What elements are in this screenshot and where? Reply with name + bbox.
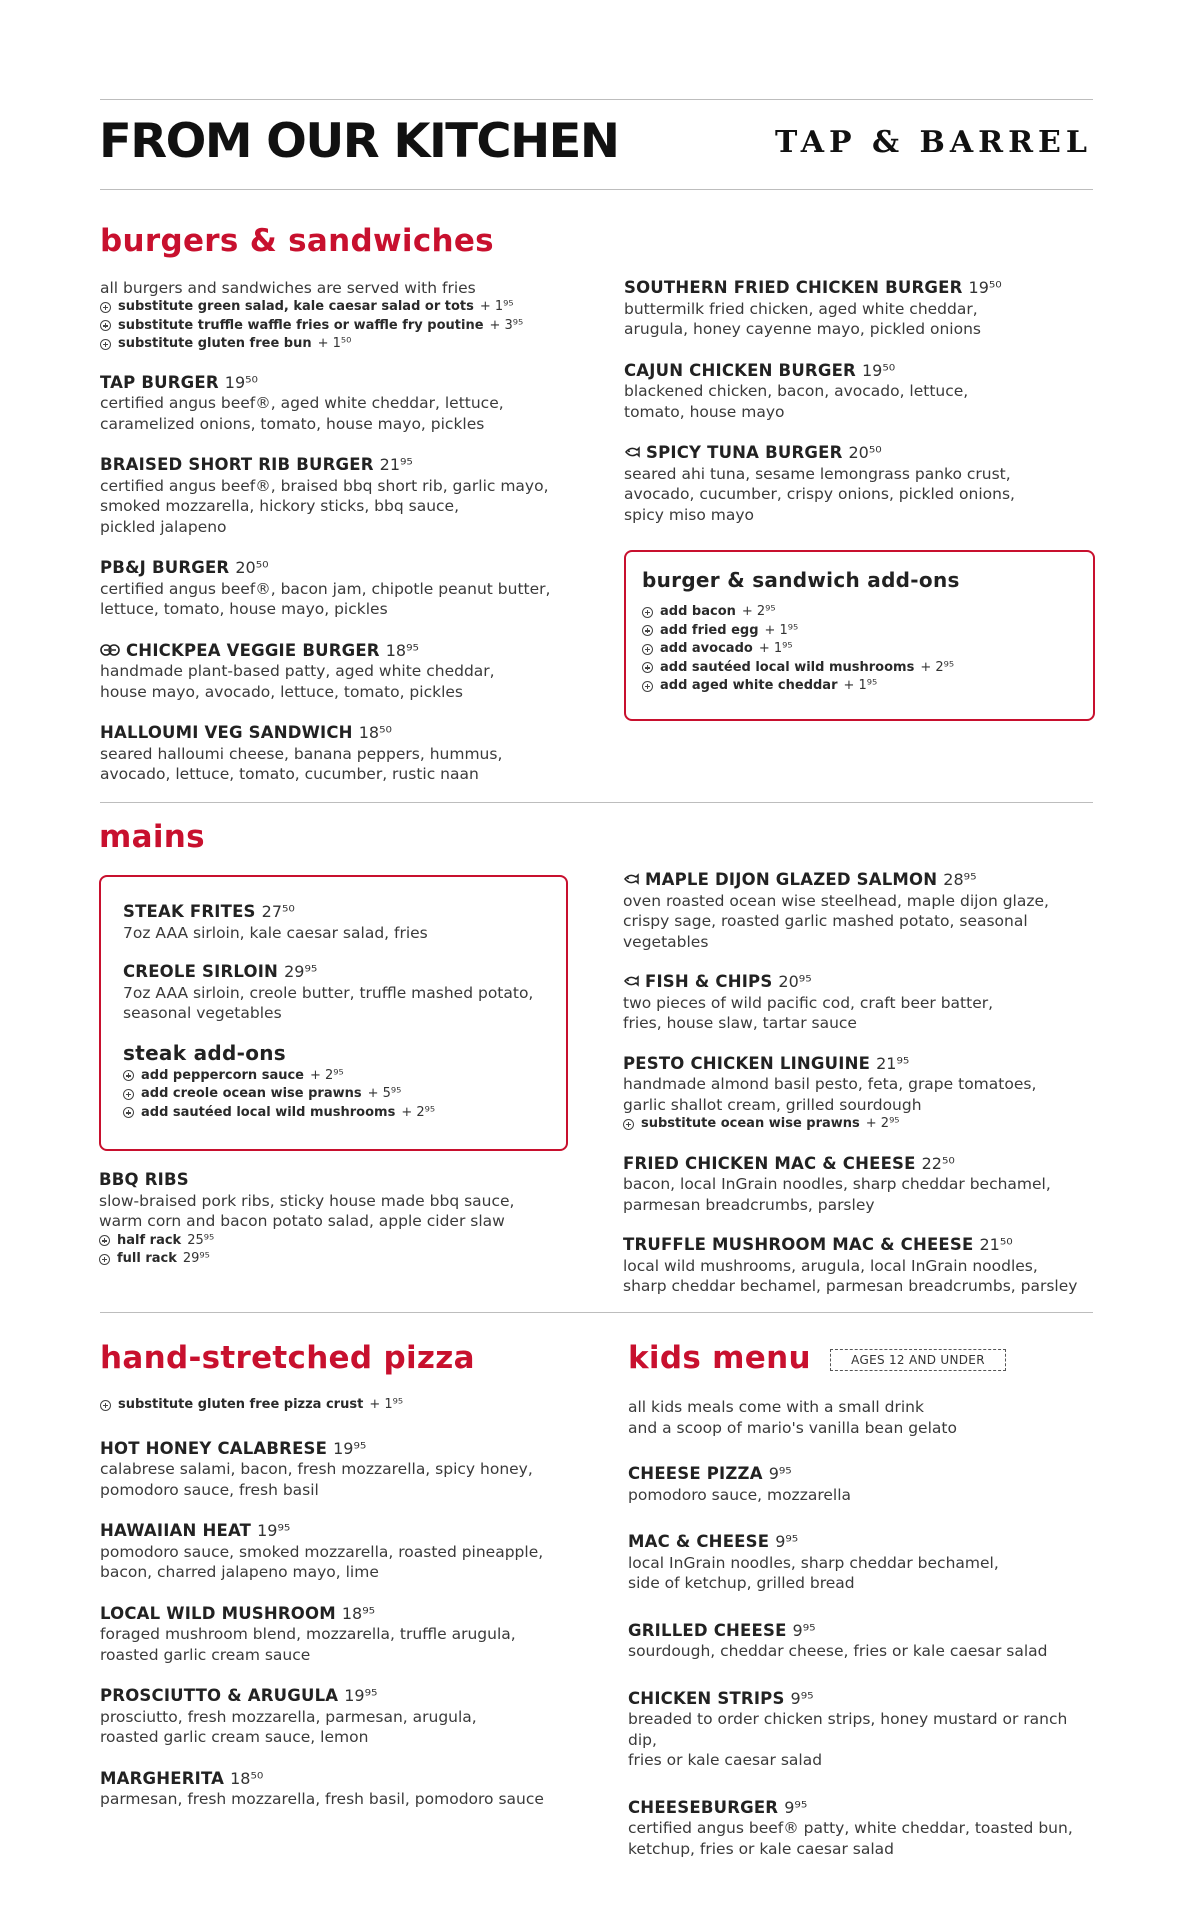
item-name: CREOLE SIRLOIN — [123, 962, 279, 981]
menu-item — [623, 972, 1103, 1034]
item-desc: calabrese salami, bacon, fresh mozzarella, spicy honey, — [100, 1460, 533, 1478]
addon-row: add avocado + 1⁹⁵ — [642, 640, 1093, 659]
menu-item — [123, 962, 566, 1024]
burger-addons-title: burger & sandwich add-ons — [642, 568, 960, 592]
item-desc: side of ketchup, grilled bread — [628, 1574, 855, 1592]
item-desc: two pieces of wild pacific cod, craft beer batter, — [623, 993, 994, 1012]
item-price: 20⁹⁵ — [778, 972, 812, 991]
burgers-left-column — [100, 279, 600, 806]
item-desc: pomodoro sauce, mozzarella — [628, 1485, 852, 1504]
item-price: 9⁹⁵ — [792, 1620, 816, 1640]
item-desc: sourdough, cheddar cheese, fries or kale caesar salad — [628, 1642, 1048, 1660]
menu-item — [100, 1604, 600, 1666]
option-row: substitute green salad, kale caesar salad or tots + 1⁹⁵ — [100, 298, 600, 317]
item-desc: prosciutto, fresh mozzarella, parmesan, arugula, — [100, 1707, 477, 1726]
ocean-wise-fish-icon — [623, 974, 639, 988]
plus-circle-icon — [123, 1070, 134, 1081]
addon-row: add aged white cheddar + 1⁹⁵ — [642, 677, 1093, 696]
addon-row: add sautéed local wild mushrooms + 2⁹⁵ — [642, 659, 1093, 678]
item-price: 9⁹⁵ — [784, 1797, 808, 1817]
item-name: PROSCIUTTO & ARUGULA — [100, 1686, 339, 1705]
item-price: 29⁹⁵ — [284, 962, 318, 981]
section-title-burgers: burgers & sandwiches — [100, 223, 494, 259]
item-price: 9⁹⁵ — [768, 1464, 792, 1483]
steak-box — [99, 875, 568, 1151]
section-title-mains: mains — [99, 819, 205, 855]
item-desc: foraged mushroom blend, mozzarella, truffle arugula, — [100, 1625, 516, 1643]
item-desc: roasted garlic cream sauce, lemon — [100, 1728, 369, 1746]
plus-circle-icon — [100, 302, 111, 313]
item-name: CAJUN CHICKEN BURGER — [624, 360, 856, 380]
item-desc: pomodoro sauce, fresh basil — [100, 1480, 319, 1499]
burger-addons-box — [624, 550, 1095, 721]
menu-item — [100, 1769, 600, 1810]
item-desc: crispy sage, roasted garlic mashed potato, seasonal vegetables — [623, 912, 1028, 951]
item-desc: pomodoro sauce, smoked mozzarella, roasted pineapple, — [100, 1542, 544, 1561]
item-desc: certified angus beef® patty, white cheddar, toasted bun, — [628, 1819, 1073, 1837]
item-price: 18⁵⁰ — [358, 723, 392, 742]
option-row: substitute gluten free bun + 1⁵⁰ — [100, 335, 600, 354]
item-desc: pickled jalapeno — [100, 517, 227, 536]
plus-circle-icon — [642, 681, 653, 692]
item-desc: certified angus beef®, aged white cheddar, lettuce, — [100, 394, 504, 412]
item-name: PESTO CHICKEN LINGUINE — [623, 1053, 871, 1073]
item-name: HAWAIIAN HEAT — [100, 1521, 252, 1540]
section-title-kids: kids menu — [628, 1340, 811, 1376]
kids-column — [628, 1397, 1098, 1886]
menu-item — [100, 641, 600, 703]
item-price: 19⁹⁵ — [333, 1438, 367, 1458]
item-desc: lettuce, tomato, house mayo, pickles — [100, 600, 388, 618]
item-name: MAC & CHEESE — [628, 1532, 770, 1551]
item-desc: local InGrain noodles, sharp cheddar bechamel, — [628, 1553, 999, 1572]
item-desc: buttermilk fried chicken, aged white cheddar, — [624, 299, 978, 318]
menu-item — [628, 1532, 1098, 1594]
burgers-right-column — [624, 278, 1094, 546]
item-desc: tomato, house mayo — [624, 402, 785, 421]
item-desc: blackened chicken, bacon, avocado, lettuce, — [624, 382, 969, 400]
item-name: HOT HONEY CALABRESE — [100, 1438, 328, 1458]
item-price: 27⁵⁰ — [261, 902, 295, 921]
mains-right-column — [623, 870, 1103, 1317]
item-price: 19⁹⁵ — [257, 1521, 291, 1540]
ocean-wise-fish-icon — [623, 872, 639, 886]
item-desc: smoked mozzarella, hickory sticks, bbq sauce, — [100, 497, 460, 515]
item-desc: roasted garlic cream sauce — [100, 1645, 311, 1664]
plus-circle-icon — [642, 607, 653, 618]
item-desc: fries, house slaw, tartar sauce — [623, 1014, 857, 1032]
menu-item — [624, 278, 1094, 340]
item-name: SOUTHERN FRIED CHICKEN BURGER — [624, 278, 963, 297]
option-row: half rack 25⁹⁵ — [99, 1232, 579, 1251]
item-desc: arugula, honey cayenne mayo, pickled onions — [624, 320, 981, 338]
plus-circle-icon — [99, 1235, 110, 1246]
item-price: 19⁵⁰ — [861, 360, 896, 380]
item-name: MAPLE DIJON GLAZED SALMON — [645, 870, 938, 889]
item-price: 21⁹⁵ — [379, 455, 413, 474]
plant-based-icon — [100, 643, 120, 657]
page-title: FROM OUR KITCHEN — [99, 114, 619, 169]
steak-items — [123, 902, 566, 1024]
item-name: CHEESEBURGER — [628, 1797, 779, 1817]
steak-addons-list — [123, 1067, 566, 1123]
item-desc: house mayo, avocado, lettuce, tomato, pickles — [100, 682, 463, 701]
item-desc: warm corn and bacon potato salad, apple cider slaw — [99, 1212, 505, 1230]
item-name: PB&J BURGER — [100, 558, 230, 577]
addon-row: add sautéed local wild mushrooms + 2⁹⁵ — [123, 1104, 566, 1123]
item-name: MARGHERITA — [100, 1768, 225, 1788]
item-desc: local wild mushrooms, arugula, local InGrain noodles, — [623, 1256, 1038, 1275]
plus-circle-icon — [642, 662, 653, 673]
item-price: 9⁹⁵ — [775, 1532, 799, 1551]
menu-item — [100, 1439, 600, 1501]
plus-circle-icon — [642, 625, 653, 636]
item-desc: bacon, local InGrain noodles, sharp cheddar bechamel, — [623, 1175, 1051, 1193]
item-name: TRUFFLE MUSHROOM MAC & CHEESE — [623, 1235, 974, 1254]
plus-circle-icon — [100, 339, 111, 350]
option-row: substitute gluten free pizza crust + 1⁹⁵ — [100, 1396, 600, 1415]
item-price: 21⁹⁵ — [876, 1053, 910, 1073]
item-desc: slow-braised pork ribs, sticky house made bbq sauce, — [99, 1191, 515, 1210]
item-name: STEAK FRITES — [123, 902, 256, 921]
menu-item — [100, 1521, 600, 1583]
menu-item — [623, 1154, 1103, 1216]
age-badge: AGES 12 AND UNDER — [830, 1349, 1006, 1371]
menu-item — [628, 1464, 1098, 1505]
item-desc: handmade plant-based patty, aged white cheddar, — [100, 662, 495, 680]
item-price: 19⁵⁰ — [968, 278, 1002, 297]
item-name: LOCAL WILD MUSHROOM — [100, 1603, 336, 1623]
item-desc: sharp cheddar bechamel, parmesan breadcrumbs, parsley — [623, 1277, 1078, 1295]
plus-circle-icon — [100, 320, 111, 331]
item-name: CHEESE PIZZA — [628, 1464, 763, 1483]
item-desc: bacon, charred jalapeno mayo, lime — [100, 1563, 379, 1581]
menu-item — [623, 1235, 1103, 1297]
plus-circle-icon — [123, 1107, 134, 1118]
kids-intro-line: and a scoop of mario's vanilla bean gelato — [628, 1418, 957, 1437]
item-desc: ketchup, fries or kale caesar salad — [628, 1839, 894, 1858]
bbq-ribs-item — [99, 1170, 579, 1269]
item-price: 18⁹⁵ — [341, 1603, 376, 1623]
item-desc: certified angus beef®, braised bbq short rib, garlic mayo, — [100, 476, 549, 495]
item-name: FISH & CHIPS — [645, 972, 773, 991]
plus-circle-icon — [99, 1254, 110, 1265]
item-name: CHICKPEA VEGGIE BURGER — [126, 640, 380, 660]
item-desc: avocado, lettuce, tomato, cucumber, rustic naan — [100, 765, 479, 783]
addon-row: add fried egg + 1⁹⁵ — [642, 622, 1093, 641]
item-desc: caramelized onions, tomato, house mayo, pickles — [100, 414, 485, 433]
menu-item — [623, 1054, 1103, 1134]
section-title-pizza: hand-stretched pizza — [100, 1340, 475, 1376]
item-price: 21⁵⁰ — [979, 1235, 1013, 1254]
mains-divider — [100, 1312, 1093, 1313]
burgers-divider — [100, 802, 1093, 803]
kids-intro-line: all kids meals come with a small drink — [628, 1398, 924, 1416]
item-price: 20⁵⁰ — [235, 558, 269, 577]
steak-addons-title: steak add-ons — [123, 1040, 287, 1065]
burger-addons-list — [642, 603, 1093, 696]
item-name: TAP BURGER — [100, 372, 219, 392]
menu-item — [623, 870, 1103, 952]
menu-item — [100, 1686, 600, 1748]
item-desc: handmade almond basil pesto, feta, grape tomatoes, — [623, 1075, 1037, 1093]
item-name: FRIED CHICKEN MAC & CHEESE — [623, 1153, 916, 1173]
top-rule — [100, 99, 1093, 100]
menu-item — [100, 723, 600, 785]
item-desc: seared halloumi cheese, banana peppers, hummus, — [100, 744, 503, 763]
item-desc: certified angus beef®, bacon jam, chipotle peanut butter, — [100, 579, 551, 598]
brand-logo: TAP & BARREL — [775, 125, 1092, 160]
burgers-intro: all burgers and sandwiches are served with fries — [100, 279, 476, 297]
burgers-options — [100, 298, 600, 354]
item-name: HALLOUMI VEG SANDWICH — [100, 723, 353, 742]
addon-row: add creole ocean wise prawns + 5⁹⁵ — [123, 1085, 566, 1104]
kids-items — [628, 1464, 1098, 1859]
menu-item — [628, 1798, 1098, 1860]
item-desc: parmesan breadcrumbs, parsley — [623, 1195, 875, 1214]
item-price: 28⁹⁵ — [943, 870, 977, 889]
item-name: SPICY TUNA BURGER — [646, 443, 843, 462]
ocean-wise-fish-icon — [624, 445, 640, 459]
item-price: 19⁵⁰ — [224, 372, 258, 392]
item-desc: 7oz AAA sirloin, kale caesar salad, fries — [123, 923, 428, 942]
header-rule — [100, 189, 1093, 190]
item-price: 22⁵⁰ — [921, 1153, 955, 1173]
item-desc: spicy miso mayo — [624, 505, 754, 524]
plus-circle-icon — [642, 644, 653, 655]
item-price: 18⁹⁵ — [385, 640, 419, 660]
item-desc: 7oz AAA sirloin, creole butter, truffle mashed potato, — [123, 983, 534, 1002]
item-price: 19⁹⁵ — [344, 1686, 378, 1705]
menu-item — [100, 558, 600, 620]
menu-item — [624, 361, 1094, 423]
item-desc: avocado, cucumber, crispy onions, pickled onions, — [624, 485, 1015, 503]
pizza-column — [100, 1396, 600, 1831]
pizza-items — [100, 1439, 600, 1810]
item-desc: seasonal vegetables — [123, 1004, 282, 1022]
item-desc: parmesan, fresh mozzarella, fresh basil, pomodoro sauce — [100, 1790, 544, 1808]
item-name: BBQ RIBS — [99, 1170, 189, 1189]
item-desc: breaded to order chicken strips, honey mustard or ranch dip, — [628, 1710, 1068, 1749]
option-row: substitute truffle waffle fries or waffle fry poutine + 3⁹⁵ — [100, 317, 600, 336]
item-desc: garlic shallot cream, grilled sourdough — [623, 1095, 922, 1114]
menu-item — [100, 455, 600, 537]
menu-item — [624, 443, 1094, 525]
item-desc: fries or kale caesar salad — [628, 1751, 823, 1769]
option-row: full rack 29⁹⁵ — [99, 1250, 579, 1269]
item-price: 18⁵⁰ — [230, 1768, 264, 1788]
item-price: 20⁵⁰ — [848, 443, 882, 462]
plus-circle-icon — [100, 1400, 111, 1411]
item-name: GRILLED CHEESE — [628, 1620, 787, 1640]
plus-circle-icon — [623, 1119, 634, 1130]
item-desc: seared ahi tuna, sesame lemongrass panko crust, — [624, 464, 1011, 483]
item-name: BRAISED SHORT RIB BURGER — [100, 455, 374, 474]
menu-item — [628, 1621, 1098, 1662]
option-row: substitute ocean wise prawns + 2⁹⁵ — [623, 1115, 1103, 1134]
menu-item — [628, 1689, 1098, 1771]
menu-item — [123, 902, 566, 943]
item-price: 9⁹⁵ — [790, 1688, 814, 1708]
plus-circle-icon — [123, 1089, 134, 1100]
menu-item — [100, 373, 600, 435]
item-desc: oven roasted ocean wise steelhead, maple dijon glaze, — [623, 891, 1049, 910]
addon-row: add bacon + 2⁹⁵ — [642, 603, 1093, 622]
addon-row: add peppercorn sauce + 2⁹⁵ — [123, 1067, 566, 1086]
burgers-left-items — [100, 373, 600, 785]
item-name: CHICKEN STRIPS — [628, 1688, 785, 1708]
